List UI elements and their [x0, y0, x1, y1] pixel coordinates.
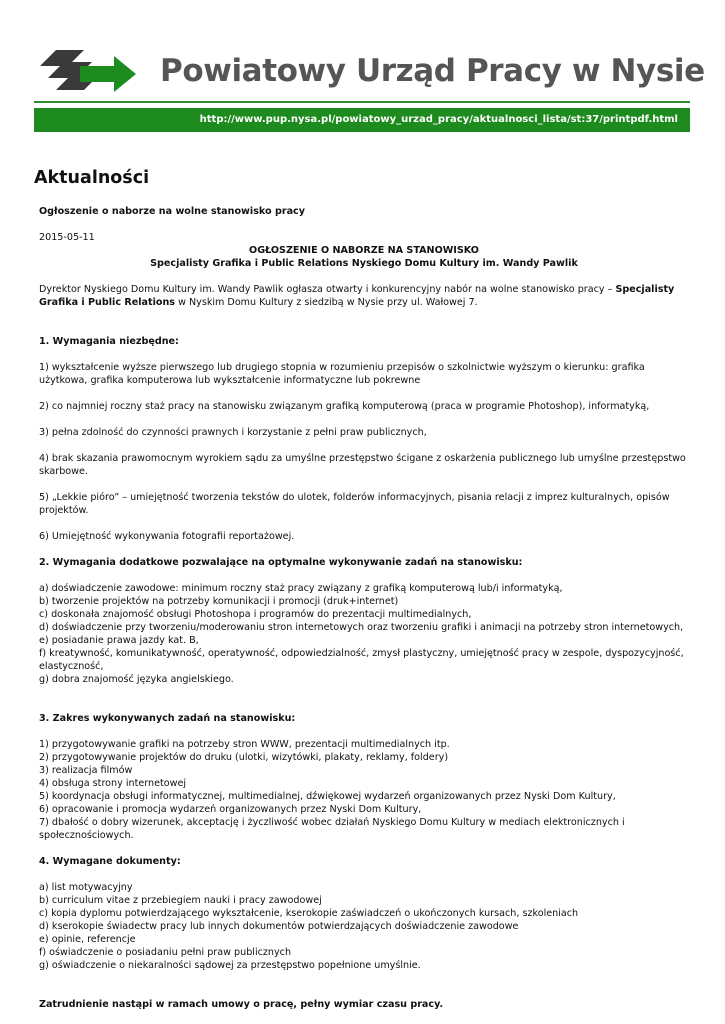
list-item: b) curriculum vitae z przebiegiem nauki i pracy zawodowej — [39, 895, 322, 906]
logo-arrows-icon — [36, 44, 138, 94]
intro-paragraph: Dyrektor Nyskiego Domu Kultury im. Wandy Pawlik ogłasza otwarty i konkurencyjny nabór na wolne stanowisko pracy – Specjalisty Grafika i Public Relations w Nyskim Domu Kultury z siedzibą w Nysie przy ul. Wałowej 7. — [39, 284, 675, 308]
list-item: g) dobra znajomość języka angielskiego. — [39, 674, 234, 685]
list-item: 5) koordynacja obsługi informatycznej, multimedialnej, dźwiękowej wydarzeń organizowanych przez Nyski Dom Kultury, — [39, 791, 616, 802]
list-item: f) kreatywność, komunikatywność, operatywność, odpowiedzialność, zmysł plastyczny, umiejętność pracy w zespole, dyspozycyjność, elastyczność, — [39, 648, 684, 672]
section-4-title: 4. Wymagane dokumenty: — [39, 856, 181, 867]
list-item: 1) wykształcenie wyższe pierwszego lub drugiego stopnia w rozumieniu przepisów o szkolnictwie wyższym o kierunku: grafika użytkowa, grafika komputerowa lub wykształcenie informatyczne lub pokrewne — [39, 362, 645, 386]
list-item: 4) obsługa strony internetowej — [39, 778, 187, 789]
list-item: d) doświadczenie przy tworzeniu/moderowaniu stron internetowych oraz tworzeniu grafiki i animacji na potrzeby stron internetowych, — [39, 622, 684, 633]
list-item: b) tworzenie projektów na potrzeby komunikacji i promocji (druk+internet) — [39, 596, 399, 607]
position-title: Specjalisty Grafika i Public Relations Nyskiego Domu Kultury im. Wandy Pawlik — [150, 258, 578, 269]
list-item: 5) „Lekkie pióro” – umiejętność tworzenia tekstów do ulotek, folderów informacyjnych, pisania relacji z imprez kulturalnych, opisów projektów. — [39, 492, 670, 516]
list-item: 3) pełna zdolność do czynności prawnych i korzystanie z pełni praw publicznych, — [39, 427, 427, 438]
list-item: f) oświadczenie o posiadaniu pełni praw publicznych — [39, 947, 292, 958]
page-title: Aktualności — [34, 168, 150, 188]
header-divider — [34, 101, 690, 103]
list-item: 4) brak skazania prawomocnym wyrokiem sądu za umyślne przestępstwo ścigane z oskarżenia publicznego lub umyślne przestępstwo skarbowe. — [39, 453, 686, 477]
section-1-title: 1. Wymagania niezbędne: — [39, 336, 179, 347]
article-date: 2015-05-11 — [39, 232, 95, 243]
section-3-title: 3. Zakres wykonywanych zadań na stanowisku: — [39, 713, 296, 724]
list-item: c) doskonała znajomość obsługi Photoshopa i programów do prezentacji multimedialnych, — [39, 609, 472, 620]
article-subtitle: Ogłoszenie o naborze na wolne stanowisko pracy — [39, 206, 305, 217]
list-item: e) opinie, referencje — [39, 934, 136, 945]
list-item: 1) przygotowywanie grafiki na potrzeby stron WWW, prezentacji multimedialnych itp. — [39, 739, 450, 750]
list-item: g) oświadczenie o niekaralności sądowej za przestępstwo popełnione umyślnie. — [39, 960, 421, 971]
list-item: e) posiadanie prawa jazdy kat. B, — [39, 635, 199, 646]
list-item: 2) przygotowywanie projektów do druku (ulotki, wizytówki, plakaty, reklamy, foldery) — [39, 752, 449, 763]
list-item: d) kserokopie świadectw pracy lub innych dokumentów potwierdzających doświadczenie zawodowe — [39, 921, 519, 932]
section-2-title: 2. Wymagania dodatkowe pozwalające na optymalne wykonywanie zadań na stanowisku: — [39, 557, 523, 568]
list-item: 6) Umiejętność wykonywania fotografii reportażowej. — [39, 531, 295, 542]
list-item: 3) realizacja filmów — [39, 765, 133, 776]
list-item: c) kopia dyplomu potwierdzającego wykształcenie, kserokopie zaświadczeń o ukończonych kursach, szkoleniach — [39, 908, 579, 919]
url-bar[interactable]: http://www.pup.nysa.pl/powiatowy_urzad_pracy/aktualnosci_lista/st:37/printpdf.html — [34, 108, 690, 132]
list-item: 2) co najmniej roczny staż pracy na stanowisku związanym grafiką komputerową (praca w programie Photoshop), informatyką, — [39, 401, 650, 412]
list-item: 7) dbałość o dobry wizerunek, akceptację i życzliwość wobec działań Nyskiego Domu Kultury w mediach elektronicznych i społecznościowych. — [39, 817, 625, 841]
closing-statement: Zatrudnienie nastąpi w ramach umowy o pracę, pełny wymiar czasu pracy. — [39, 999, 444, 1010]
list-item: a) doświadczenie zawodowe: minimum roczny staż pracy związany z grafiką komputerową lub/i informatyką, — [39, 583, 563, 594]
announcement-title: OGŁOSZENIE O NABORZE NA STANOWISKO — [249, 245, 479, 256]
list-item: a) list motywacyjny — [39, 882, 133, 893]
list-item: 6) opracowanie i promocja wydarzeń organizowanych przez Nyski Dom Kultury, — [39, 804, 422, 815]
brand-title: Powiatowy Urząd Pracy w Nysie — [160, 53, 705, 89]
article-content — [39, 205, 689, 1011]
